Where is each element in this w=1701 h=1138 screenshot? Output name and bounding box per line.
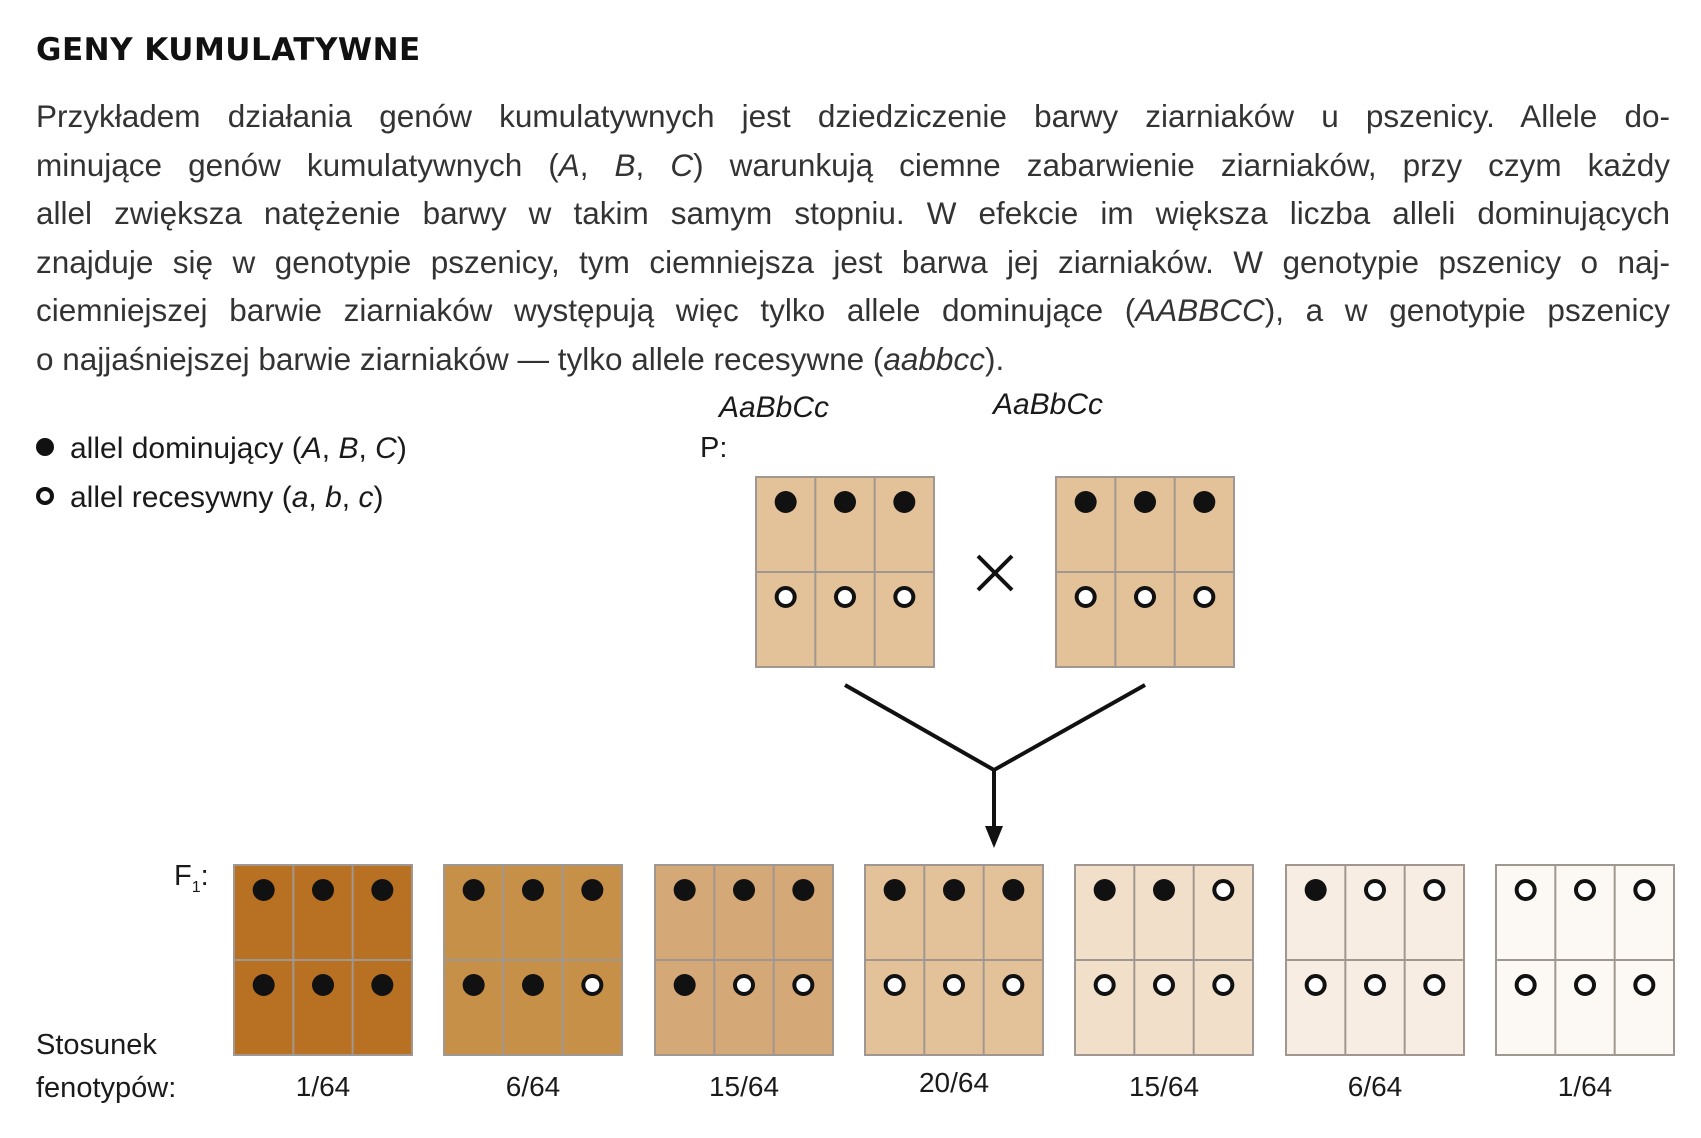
paragraph-line: allel zwiększa natężenie barwy w takim samym stopniu. W efekcie im większa liczba alleli dominujących xyxy=(36,195,1670,231)
f1-label: $F_1$: xyxy=(174,860,209,896)
paragraph-line: ciemniejszej barwie ziarniaków występują więc tylko allele dominujące (AABBCC), a w genotypie pszenicy xyxy=(36,292,1670,328)
parent-2-genotype: AaBbCc xyxy=(992,388,1104,421)
dominant-allele-dot xyxy=(893,491,915,513)
dominant-allele-dot xyxy=(463,974,485,996)
phenotype-ratio: 20/64 xyxy=(918,1067,990,1098)
dominant-allele-dot xyxy=(522,879,544,901)
dominant-allele-dot xyxy=(884,879,906,901)
page-title: GENY KUMULATYWNE xyxy=(36,32,421,68)
dominant-allele-dot xyxy=(674,879,696,901)
recessive-allele-dot xyxy=(1517,881,1535,899)
legend-dominant: allel dominujący (A, B, C) xyxy=(36,432,407,466)
recessive-allele-dot xyxy=(1635,881,1653,899)
dominant-allele-dot xyxy=(674,974,696,996)
parent-1-genotype: AaBbCc xyxy=(718,391,830,424)
recessive-allele-dot xyxy=(1425,976,1443,994)
dominant-allele-dot xyxy=(1134,491,1156,513)
dominant-allele-dot xyxy=(371,974,393,996)
recessive-allele-dot xyxy=(1155,976,1173,994)
arrow-head-icon xyxy=(985,826,1003,848)
phenotype-ratio: 1/64 xyxy=(295,1071,351,1102)
recessive-allele-dot xyxy=(794,976,812,994)
dominant-allele-dot xyxy=(312,974,334,996)
recessive-allele-dot xyxy=(1576,976,1594,994)
phenotype-ratio: 6/64 xyxy=(1347,1071,1403,1102)
dominant-allele-dot xyxy=(792,879,814,901)
recessive-allele-dot xyxy=(1195,588,1213,606)
recessive-allele-dot xyxy=(1214,976,1232,994)
dominant-allele-dot xyxy=(253,879,275,901)
paragraph-line: Przykładem działania genów kumulatywnych jest dziedziczenie barwy ziarniaków u pszenicy. Allele do- xyxy=(36,98,1670,134)
dominant-allele-dot xyxy=(834,491,856,513)
legend-dominant-label: allel dominujący ( xyxy=(70,432,302,465)
recessive-allele-dot xyxy=(1517,976,1535,994)
dominant-allele-dot xyxy=(1153,879,1175,901)
dominant-allele-dot xyxy=(371,879,393,901)
ratio-label-line-2: fenotypów: xyxy=(36,1072,177,1104)
recessive-allele-dot xyxy=(735,976,753,994)
legend-recessive: allel recesywny (a, b, c) xyxy=(36,481,383,515)
recessive-allele-dot xyxy=(1425,881,1443,899)
recessive-allele-dot xyxy=(1635,976,1653,994)
dominant-allele-dot xyxy=(1075,491,1097,513)
dominant-allele-dot xyxy=(1002,879,1024,901)
phenotype-ratio: 15/64 xyxy=(1128,1071,1200,1102)
dominant-allele-dot xyxy=(943,879,965,901)
phenotype-ratio: 1/64 xyxy=(1557,1071,1613,1102)
recessive-allele-dot xyxy=(1096,976,1114,994)
recessive-allele-dot xyxy=(886,976,904,994)
paragraph-line: minujące genów kumulatywnych (A, B, C) warunkują ciemne zabarwienie ziarniaków, przy czym każdy xyxy=(36,146,1670,183)
dominant-allele-dot xyxy=(1193,491,1215,513)
recessive-allele-dot xyxy=(945,976,963,994)
recessive-allele-dot xyxy=(836,588,854,606)
recessive-allele-dot xyxy=(1214,881,1232,899)
dominant-allele-dot xyxy=(581,879,603,901)
recessive-allele-dot xyxy=(1004,976,1022,994)
dominant-allele-dot xyxy=(253,974,275,996)
dominant-allele-dot xyxy=(1305,879,1327,901)
recessive-allele-dot xyxy=(1366,976,1384,994)
dominant-allele-dot xyxy=(775,491,797,513)
phenotype-ratio: 6/64 xyxy=(505,1071,561,1102)
recessive-allele-dot xyxy=(1366,881,1384,899)
dominant-allele-dot xyxy=(312,879,334,901)
recessive-allele-dot xyxy=(777,588,795,606)
paragraph-line: o najjaśniejszej barwie ziarniaków — tylko allele recesywne (aabbcc). xyxy=(36,340,1005,377)
recessive-allele-dot xyxy=(1307,976,1325,994)
legend-recessive-label: allel recesywny ( xyxy=(70,481,292,514)
recessive-allele-dot xyxy=(1576,881,1594,899)
dominant-allele-dot xyxy=(463,879,485,901)
parents-label: P: xyxy=(700,432,728,464)
ratio-label-line-1: Stosunek xyxy=(36,1029,157,1061)
dominant-allele-dot xyxy=(733,879,755,901)
recessive-allele-dot xyxy=(895,588,913,606)
dominant-allele-dot xyxy=(522,974,544,996)
recessive-allele-dot xyxy=(583,976,601,994)
dominant-allele-dot xyxy=(1094,879,1116,901)
recessive-allele-dot xyxy=(1136,588,1154,606)
paragraph-line: znajduje się w genotypie pszenicy, tym ciemniejsza jest barwa jej ziarniaków. W genotypie pszenicy o naj- xyxy=(36,243,1670,280)
recessive-allele-dot xyxy=(1077,588,1095,606)
phenotype-ratio: 15/64 xyxy=(708,1071,780,1102)
merge-lines xyxy=(845,685,1145,770)
